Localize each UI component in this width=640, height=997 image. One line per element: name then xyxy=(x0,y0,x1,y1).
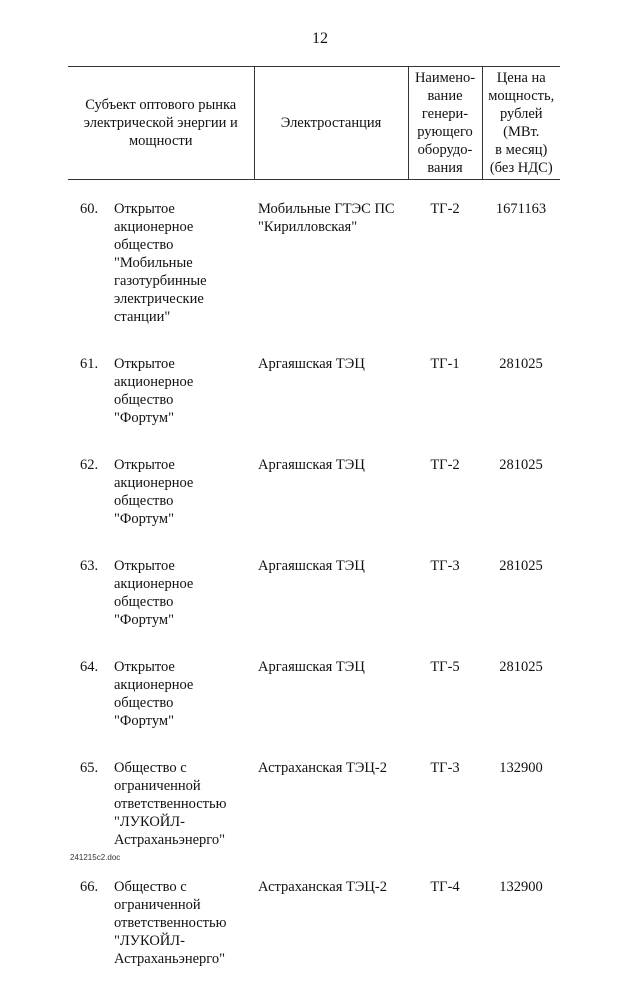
subject-name: Открытое акционерное общество "Фортум" xyxy=(114,355,254,427)
cell-price: 281025 xyxy=(482,557,560,658)
row-number: 66. xyxy=(68,878,114,968)
cell-equipment: ТГ-4 xyxy=(408,878,482,997)
cell-station: Аргаяшская ТЭЦ xyxy=(254,557,408,658)
cell-equipment: ТГ-1 xyxy=(408,355,482,456)
row-number: 61. xyxy=(68,355,114,427)
cell-subject xyxy=(68,658,254,759)
cell-equipment: ТГ-3 xyxy=(408,759,482,878)
cell-price: 281025 xyxy=(482,355,560,456)
page-number: 12 xyxy=(0,30,640,48)
cell-station: Аргаяшская ТЭЦ xyxy=(254,456,408,557)
header-equipment: Наимено- вание генери- рующего оборудо- вания xyxy=(408,67,482,180)
table-row xyxy=(68,759,560,878)
cell-station: Астраханская ТЭЦ-2 xyxy=(254,759,408,878)
cell-station: Астраханская ТЭЦ-2 xyxy=(254,878,408,997)
cell-price: 132900 xyxy=(482,878,560,997)
header-subject: Субъект оптового рынка электрической энергии и мощности xyxy=(68,67,254,180)
subject-name: Общество с ограниченной ответственностью "ЛУКОЙЛ-Астраханьэнерго" xyxy=(114,759,254,849)
cell-equipment: ТГ-5 xyxy=(408,658,482,759)
cell-price: 132900 xyxy=(482,759,560,878)
row-number: 62. xyxy=(68,456,114,528)
row-number: 63. xyxy=(68,557,114,629)
table-row xyxy=(68,658,560,759)
cell-price: 281025 xyxy=(482,456,560,557)
table-row xyxy=(68,557,560,658)
table-header-row xyxy=(68,67,560,180)
cell-equipment: ТГ-2 xyxy=(408,456,482,557)
subject-name: Открытое акционерное общество "Мобильные газотурбинные электрические станции" xyxy=(114,200,254,326)
cell-station: Аргаяшская ТЭЦ xyxy=(254,658,408,759)
cell-subject xyxy=(68,456,254,557)
subject-name: Общество с ограниченной ответственностью "ЛУКОЙЛ-Астраханьэнерго" xyxy=(114,878,254,968)
table-row xyxy=(68,456,560,557)
cell-subject xyxy=(68,557,254,658)
cell-equipment: ТГ-2 xyxy=(408,180,482,356)
header-station: Электростанция xyxy=(254,67,408,180)
table-header xyxy=(68,67,560,180)
cell-subject xyxy=(68,355,254,456)
cell-subject xyxy=(68,180,254,356)
row-number: 65. xyxy=(68,759,114,849)
row-number: 60. xyxy=(68,200,114,326)
cell-station: Аргаяшская ТЭЦ xyxy=(254,355,408,456)
table-row xyxy=(68,878,560,997)
row-number: 64. xyxy=(68,658,114,730)
header-price: Цена на мощность, рублей (МВт. в месяц) (без НДС) xyxy=(482,67,560,180)
table-body xyxy=(68,180,560,997)
cell-equipment: ТГ-3 xyxy=(408,557,482,658)
document-file-code: 241215c2.doc xyxy=(70,853,120,862)
cell-station: Мобильные ГТЭС ПС "Кирилловская" xyxy=(254,180,408,356)
price-table-container xyxy=(68,66,560,997)
table-row xyxy=(68,355,560,456)
table-row xyxy=(68,180,560,356)
price-table xyxy=(68,66,560,997)
subject-name: Открытое акционерное общество "Фортум" xyxy=(114,658,254,730)
cell-price: 1671163 xyxy=(482,180,560,356)
cell-subject xyxy=(68,878,254,997)
subject-name: Открытое акционерное общество "Фортум" xyxy=(114,557,254,629)
subject-name: Открытое акционерное общество "Фортум" xyxy=(114,456,254,528)
cell-price: 281025 xyxy=(482,658,560,759)
